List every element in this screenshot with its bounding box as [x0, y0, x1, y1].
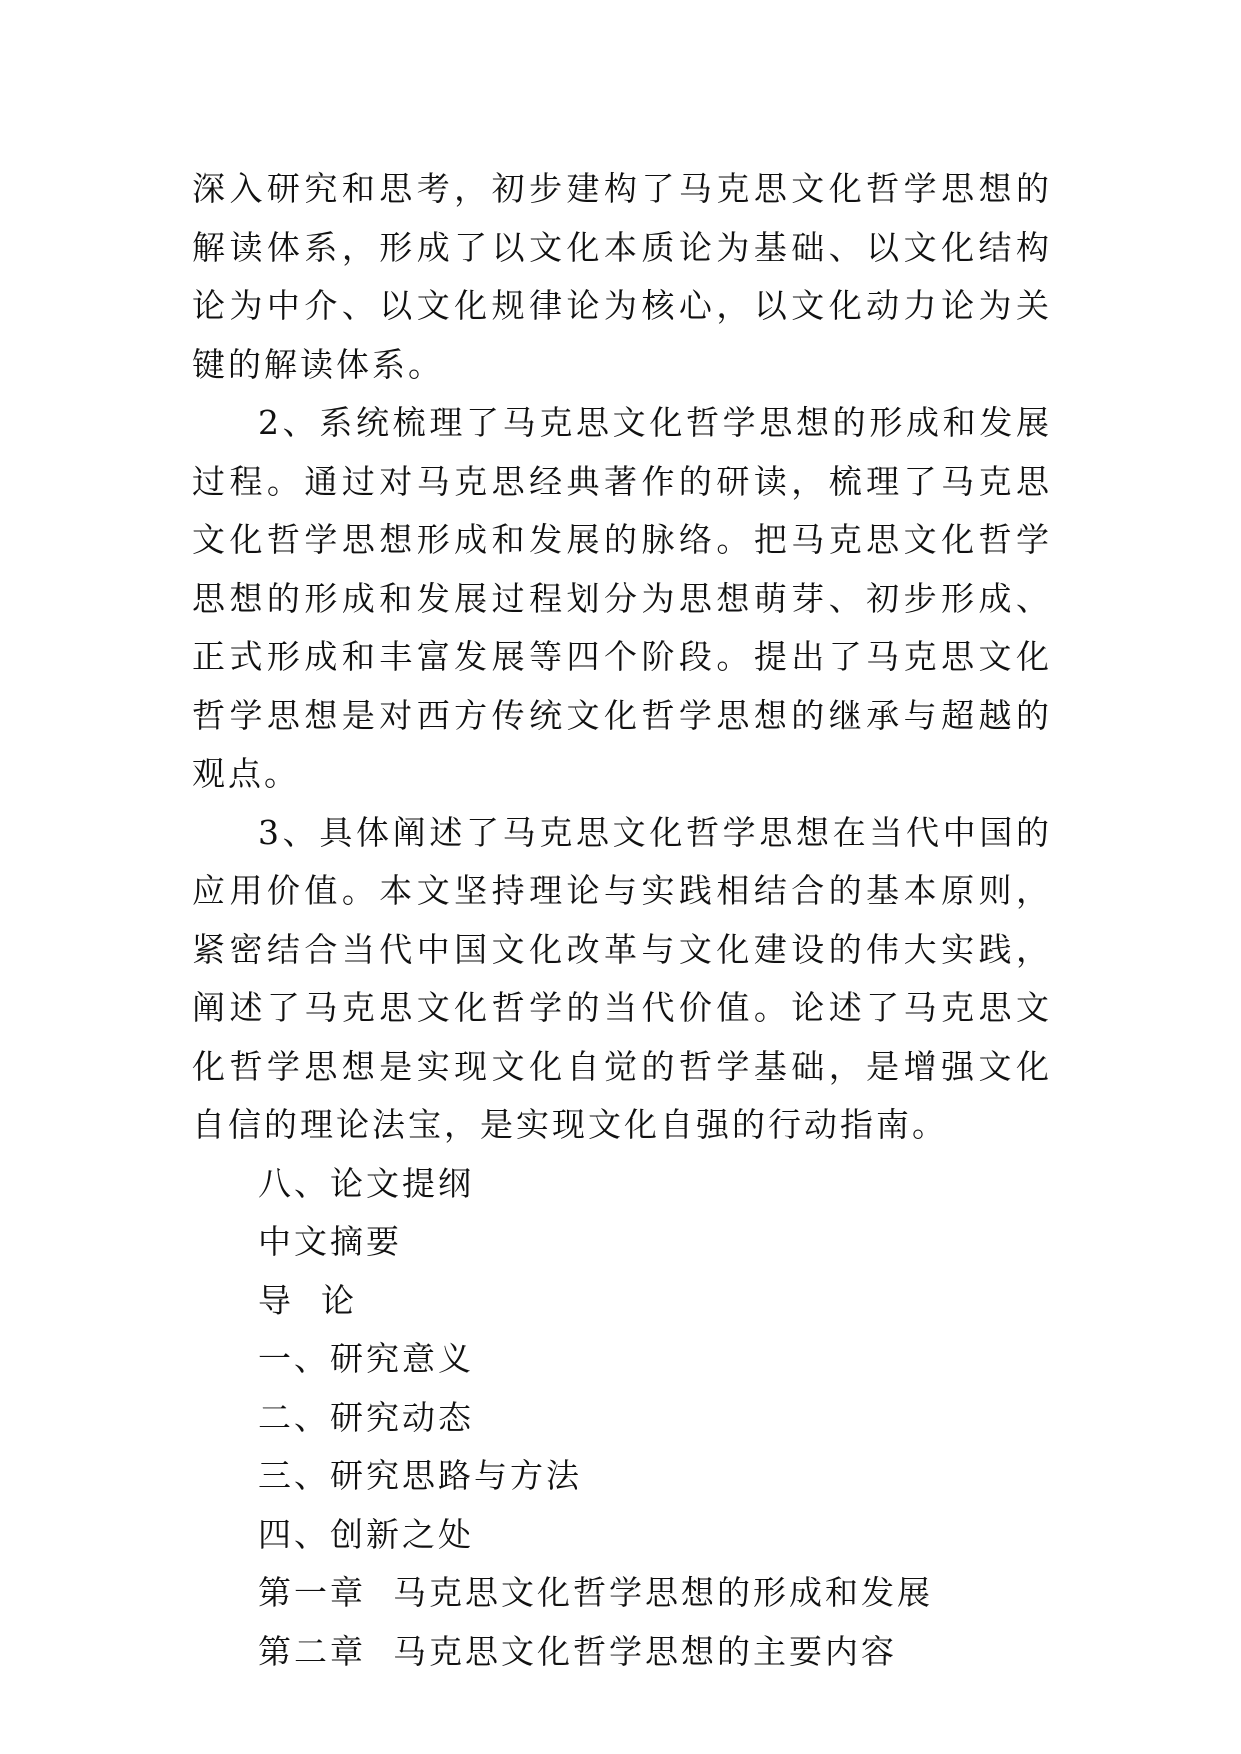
paragraph-point-3: 3、具体阐述了马克思文化哲学思想在当代中国的应用价值。本文坚持理论与实践相结合的基本原则，紧密结合当代中国文化改革与文化建设的伟大实践，阐述了马克思文化哲学的当代价值。论述了马克思文化哲学思想是实现文化自觉的哲学基础，是增强文化自信的理论法宝，是实现文化自强的行动指南。 [192, 812, 1052, 1144]
outline-item-section-3: 三、研究思路与方法 [258, 1456, 582, 1495]
outline-item-section-4: 四、创新之处 [258, 1514, 474, 1554]
outline-item-abstract: 中文摘要 [258, 1222, 402, 1261]
outline-item-section-2: 二、研究动态 [258, 1397, 474, 1437]
thesis-outline [192, 1155, 1052, 1682]
document-body [192, 160, 1052, 1681]
outline-item-introduction: 导 论 [258, 1280, 357, 1320]
outline-item-chapter-1: 第一章 马克思文化哲学思想的形成和发展 [258, 1573, 933, 1612]
outline-item-chapter-2: 第二章 马克思文化哲学思想的主要内容 [258, 1631, 897, 1671]
paragraph-intro: 深入研究和思考，初步建构了马克思文化哲学思想的解读体系，形成了以文化本质论为基础、以文化结构论为中介、以文化规律论为核心，以文化动力论为关键的解读体系。 [192, 169, 1052, 384]
outline-item-section-1: 一、研究意义 [258, 1339, 474, 1378]
outline-heading: 八、论文提纲 [258, 1163, 474, 1203]
paragraph-point-2: 2、系统梳理了马克思文化哲学思想的形成和发展过程。通过对马克思经典著作的研读，梳理了马克思文化哲学思想形成和发展的脉络。把马克思文化哲学思想的形成和发展过程划分为思想萌芽、初步形成、正式形成和丰富发展等四个阶段。提出了马克思文化哲学思想是对西方传统文化哲学思想的继承与超越的观点。 [192, 403, 1052, 793]
